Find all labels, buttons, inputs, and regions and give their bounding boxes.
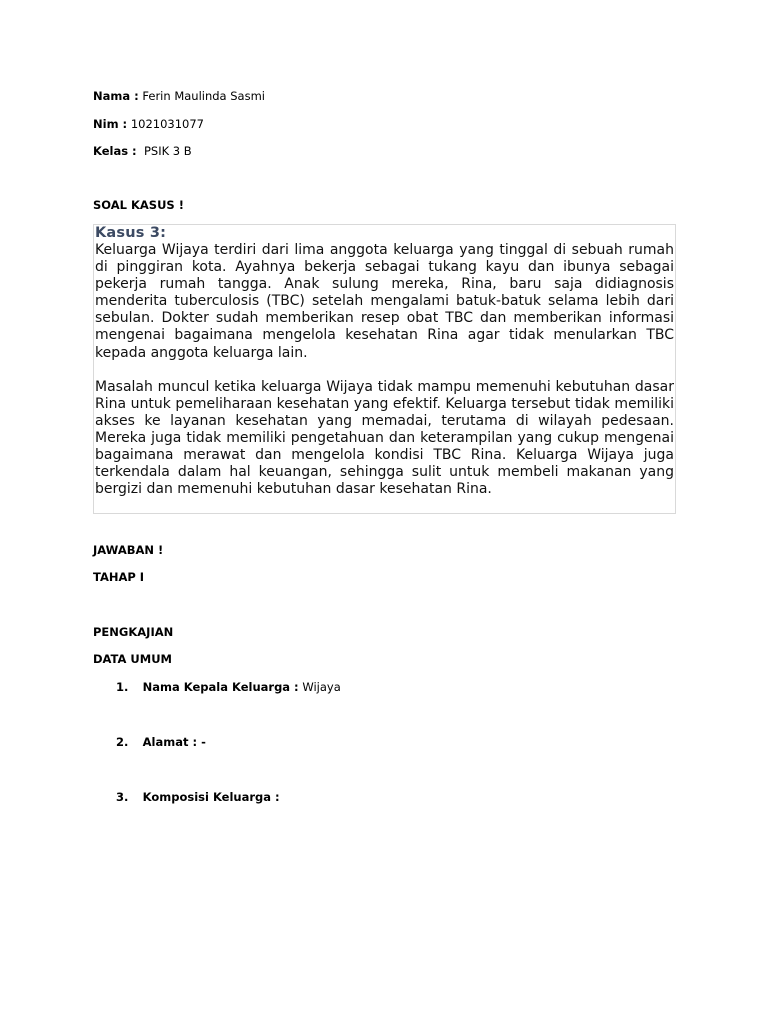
- data-umum-heading-text: DATA UMUM: [93, 652, 172, 666]
- pengkajian-heading-text: PENGKAJIAN: [93, 625, 174, 639]
- pengkajian-heading: [93, 625, 173, 639]
- list-item: [116, 735, 206, 749]
- name-line: [93, 89, 265, 103]
- case-title: Kasus 3:: [95, 225, 167, 241]
- kelas-line: [93, 144, 192, 158]
- list-label: Nama Kepala Keluarga :: [142, 680, 299, 694]
- tahap-heading: [93, 570, 144, 584]
- case-paragraph-1: Keluarga Wijaya terdiri dari lima anggota keluarga yang tinggal di sebuah rumah di pinggiran kota. Ayahnya bekerja sebagai tukang kayu dan ibunya sebagai pekerja rumah tangga. Anak sulung mereka, Rina, baru saja didiagnosis menderita tuberculosis (TBC) setelah mengalami batuk-batuk selama lebih dari sebulan. Dokter sudah memberikan resep obat TBC dan memberikan informasi mengenai bagaimana mengelola kesehatan Rina agar tidak menularkan TBC kepada anggota keluarga lain.: [95, 242, 674, 361]
- kelas-value: PSIK 3 B: [143, 144, 192, 158]
- list-number: 2.: [116, 735, 129, 749]
- list-item: [116, 790, 280, 804]
- list-number: 1.: [116, 680, 129, 694]
- list-item: [116, 680, 341, 694]
- name-value: Ferin Maulinda Sasmi: [142, 89, 265, 103]
- list-label: Alamat : -: [142, 735, 206, 749]
- list-label: Komposisi Keluarga :: [142, 790, 280, 804]
- soal-heading-text: SOAL KASUS !: [93, 198, 184, 212]
- list-value: Wijaya: [302, 680, 341, 694]
- jawaban-heading: [93, 543, 163, 557]
- nim-line: [93, 117, 204, 131]
- data-umum-heading: [93, 652, 172, 666]
- soal-heading: [93, 198, 184, 212]
- list-number: 3.: [116, 790, 129, 804]
- case-paragraph-2: Masalah muncul ketika keluarga Wijaya tidak mampu memenuhi kebutuhan dasar Rina untuk pemeliharaan kesehatan yang efektif. Keluarga tersebut tidak memiliki akses ke layanan kesehatan yang memadai, terutama di wilayah pedesaan. Mereka juga tidak memiliki pengetahuan dan keterampilan yang cukup mengenai bagaimana merawat dan mengelola kondisi TBC Rina. Keluarga Wijaya juga terkendala dalam hal keuangan, sehingga sulit untuk membeli makanan yang bergizi dan memenuhi kebutuhan dasar kesehatan Rina.: [95, 378, 674, 498]
- tahap-heading-text: TAHAP I: [93, 570, 145, 584]
- case-box: [93, 224, 676, 514]
- nim-value: 1021031077: [130, 117, 204, 131]
- kelas-label: Kelas :: [93, 144, 137, 158]
- name-label: Nama :: [93, 89, 139, 103]
- jawaban-heading-text: JAWABAN !: [93, 543, 164, 557]
- nim-label: Nim :: [93, 117, 128, 131]
